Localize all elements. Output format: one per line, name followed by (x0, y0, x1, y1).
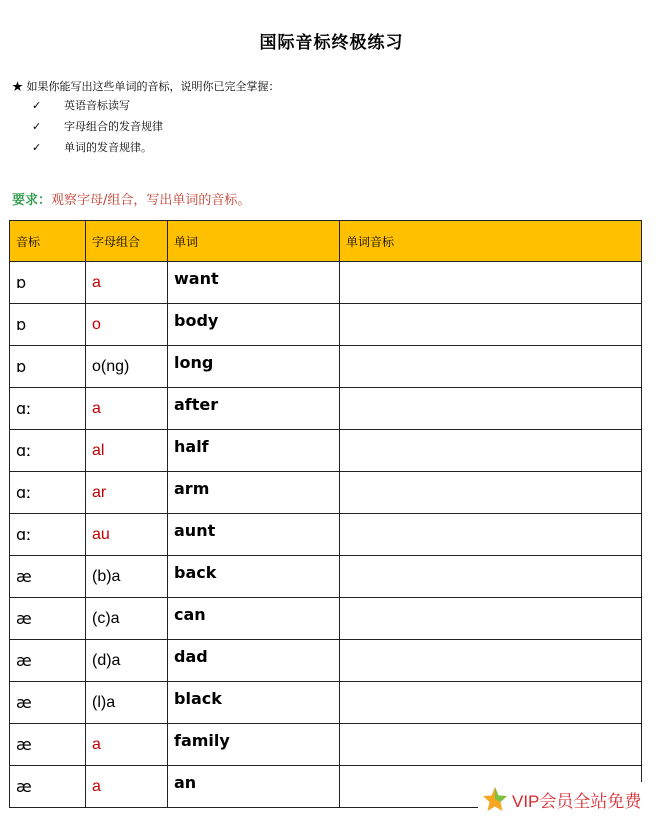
word-text: black (174, 689, 222, 708)
table-header-row (10, 221, 642, 262)
word-text: long (174, 353, 214, 372)
letter-combo-cell: a (86, 724, 168, 766)
answer-cell[interactable] (340, 640, 642, 682)
answer-cell[interactable] (340, 472, 642, 514)
answer-cell[interactable] (340, 682, 642, 724)
letter-combo-cell: o(ng) (86, 346, 168, 388)
phonetic-symbol-cell: ɒ (10, 304, 86, 346)
word-text: back (174, 563, 217, 582)
table-body (10, 262, 642, 808)
table-row (10, 262, 642, 304)
word-cell (168, 640, 340, 682)
word-text: arm (174, 479, 210, 498)
phonetic-symbol-cell: ɑː (10, 388, 86, 430)
word-cell (168, 472, 340, 514)
answer-cell[interactable] (340, 388, 642, 430)
word-cell (168, 724, 340, 766)
word-text: aunt (174, 521, 216, 540)
table-row (10, 598, 642, 640)
word-cell (168, 430, 340, 472)
table-row (10, 472, 642, 514)
table-row (10, 640, 642, 682)
column-header-word: 单词 (168, 221, 340, 262)
letter-combo-cell: (c)a (86, 598, 168, 640)
phonetic-symbol-cell: ɒ (10, 262, 86, 304)
phonetics-table (9, 220, 642, 808)
answer-cell[interactable] (340, 556, 642, 598)
table-row (10, 556, 642, 598)
word-text: want (174, 269, 219, 288)
phonetic-symbol-cell: æ (10, 724, 86, 766)
word-cell (168, 766, 340, 808)
phonetic-symbol-cell: ɑː (10, 514, 86, 556)
answer-cell[interactable] (340, 346, 642, 388)
answer-cell[interactable] (340, 724, 642, 766)
phonetic-symbol-cell: ɒ (10, 346, 86, 388)
check-item-label: 字母组合的发音规律 (64, 120, 163, 133)
check-item-label: 英语音标读写 (64, 99, 130, 112)
table-row (10, 724, 642, 766)
table-row (10, 514, 642, 556)
word-text: body (174, 311, 219, 330)
phonetic-symbol-cell: æ (10, 640, 86, 682)
check-item-label: 单词的发音规律。 (64, 141, 152, 154)
column-header-letters: 字母组合 (86, 221, 168, 262)
letter-combo-cell: al (86, 430, 168, 472)
table-row (10, 430, 642, 472)
answer-cell[interactable] (340, 262, 642, 304)
page-title: 国际音标终极练习 (259, 33, 404, 53)
word-cell (168, 598, 340, 640)
word-text: an (174, 773, 197, 792)
word-text: dad (174, 647, 208, 666)
letter-combo-cell: a (86, 766, 168, 808)
requirement (12, 189, 250, 208)
table-row (10, 388, 642, 430)
phonetic-symbol-cell: ɑː (10, 472, 86, 514)
letter-combo-cell: o (86, 304, 168, 346)
vip-badge-text: VIP会员全站免费 (512, 791, 642, 811)
word-cell (168, 304, 340, 346)
answer-cell[interactable] (340, 430, 642, 472)
letter-combo-cell: au (86, 514, 168, 556)
word-text: can (174, 605, 206, 624)
letter-combo-cell: ar (86, 472, 168, 514)
intro-section (12, 78, 280, 158)
word-cell (168, 682, 340, 724)
table-row (10, 682, 642, 724)
check-icon: ✓ (32, 141, 42, 154)
word-cell (168, 514, 340, 556)
letter-combo-cell: (b)a (86, 556, 168, 598)
word-text: after (174, 395, 219, 414)
vip-badge[interactable] (478, 782, 663, 816)
word-cell (168, 388, 340, 430)
phonetic-symbol-cell: ɑː (10, 430, 86, 472)
letter-combo-cell: a (86, 388, 168, 430)
phonetic-symbol-cell: æ (10, 682, 86, 724)
check-icon: ✓ (32, 99, 42, 112)
letter-combo-cell: (l)a (86, 682, 168, 724)
answer-cell[interactable] (340, 598, 642, 640)
requirement-text: 观察字母/组合，写出单词的音标。 (51, 193, 251, 208)
check-item (12, 137, 280, 158)
table-row (10, 304, 642, 346)
check-icon: ✓ (32, 120, 42, 133)
requirement-label: 要求： (12, 193, 52, 208)
word-cell (168, 262, 340, 304)
column-header-answer: 单词音标 (340, 221, 642, 262)
answer-cell[interactable] (340, 514, 642, 556)
word-text: half (174, 437, 209, 456)
check-item (12, 116, 280, 137)
phonetic-symbol-cell: æ (10, 556, 86, 598)
word-text: family (174, 731, 230, 750)
star-icon (482, 786, 508, 812)
intro-lead: ★ 如果你能写出这些单词的音标，说明你已完全掌握： (12, 80, 280, 93)
table-row (10, 346, 642, 388)
letter-combo-cell: a (86, 262, 168, 304)
answer-cell[interactable] (340, 304, 642, 346)
check-item (12, 95, 280, 116)
word-cell (168, 556, 340, 598)
word-cell (168, 346, 340, 388)
letter-combo-cell: (d)a (86, 640, 168, 682)
phonetic-symbol-cell: æ (10, 766, 86, 808)
phonetic-symbol-cell: æ (10, 598, 86, 640)
column-header-symbol: 音标 (10, 221, 86, 262)
